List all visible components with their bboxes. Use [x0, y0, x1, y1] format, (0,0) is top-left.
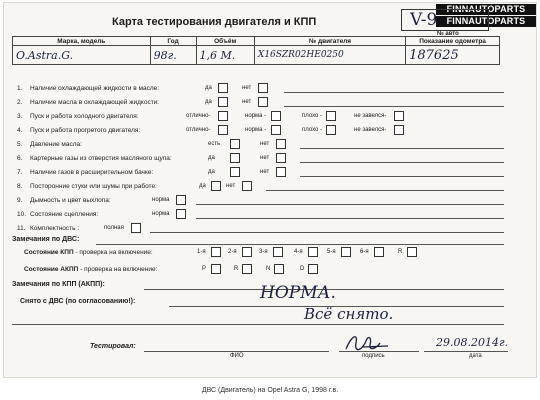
col-make-model: Марка, модель: [13, 37, 151, 46]
checkbox-normal[interactable]: [271, 111, 281, 121]
col-odometer: Показание одометра: [406, 37, 500, 46]
date-caption: дата: [469, 353, 482, 359]
checkbox-normal[interactable]: [271, 125, 281, 135]
opt-no: нет: [242, 85, 252, 91]
vehicle-number-box: V-9: [401, 9, 489, 31]
tested-by-label: Тестировал:: [90, 343, 136, 350]
col-engine-number: № двигателя: [254, 37, 405, 46]
test-card-sheet: [3, 2, 537, 378]
date-line: [424, 351, 508, 352]
handwritten-note-removed: Всё снято.: [304, 305, 394, 323]
opt-excellent: отлично-: [186, 127, 211, 133]
opt-no: нет: [260, 141, 270, 147]
answer-line: [196, 204, 504, 205]
brand-logo: FINNAUTOPARTS: [436, 4, 536, 15]
check-row-6: [4, 153, 537, 165]
check-row-1: [4, 83, 537, 95]
checkbox-no[interactable]: [258, 97, 268, 107]
opt-yes: да: [208, 169, 215, 175]
check-row-9: [4, 195, 537, 207]
checkbox-yes[interactable]: [218, 97, 228, 107]
check-num: 5.: [17, 141, 23, 148]
gear-label: 1-я: [197, 249, 206, 255]
mode-label: N: [266, 266, 271, 272]
opt-no: нет: [260, 155, 270, 161]
opt-did-not-start: не завелся-: [354, 113, 387, 119]
opt-excellent: отлично-: [186, 113, 211, 119]
signature-caption: подпись: [362, 353, 385, 359]
check-row-11: [4, 223, 537, 235]
check-num: 4.: [17, 127, 23, 134]
opt-bad: плохо -: [302, 113, 323, 119]
check-row-4: [4, 125, 537, 137]
opt-complete: полная: [104, 225, 124, 231]
mode-p-checkbox[interactable]: [211, 264, 221, 274]
check-label: Посторонние стуки или шумы при работе:: [30, 183, 157, 190]
checkbox-complete[interactable]: [131, 223, 141, 233]
engine-remarks-line: [96, 244, 504, 245]
opt-normal: норма: [152, 197, 170, 203]
checkbox-did-not-start[interactable]: [394, 125, 404, 135]
checkbox-bad[interactable]: [326, 125, 336, 135]
answer-line: [284, 106, 504, 107]
check-label: Наличие газов в расширительном бачке:: [30, 169, 154, 176]
check-num: 6.: [17, 155, 23, 162]
gear-5-checkbox[interactable]: [341, 247, 351, 257]
check-label: Наличие масла в охлаждающей жидкости:: [30, 99, 160, 106]
checkbox-no[interactable]: [276, 153, 286, 163]
check-num: 11.: [17, 225, 26, 232]
check-label: Дымность и цвет выхлопа:: [30, 197, 111, 204]
mode-r-checkbox[interactable]: [242, 264, 252, 274]
check-num: 1.: [17, 85, 23, 92]
check-label: Состояние сцепления:: [30, 211, 99, 218]
gear-4-checkbox[interactable]: [308, 247, 318, 257]
opt-no: нет: [260, 169, 270, 175]
checkbox-no[interactable]: [258, 83, 268, 93]
gear-label: 2-я: [228, 249, 237, 255]
page-title: Карта тестирования двигателя и КПП: [112, 16, 317, 28]
gear-label: 5-я: [327, 249, 336, 255]
value-engine-number: X16SZR02HE0250: [254, 46, 405, 65]
check-num: 10.: [17, 211, 27, 218]
opt-yes: да: [199, 183, 206, 189]
checkbox-bad[interactable]: [326, 111, 336, 121]
check-row-10: [4, 209, 537, 221]
answer-line: [266, 190, 504, 191]
check-label: Давление масла:: [30, 141, 82, 148]
checkbox-normal[interactable]: [176, 195, 186, 205]
check-label: Пуск и работа холодного двигателя:: [30, 113, 139, 120]
brand-logo-repeat: FINNAUTOPARTS: [436, 16, 536, 27]
gearbox-check-label: Состояние КПП - проверка на включение:: [24, 249, 153, 256]
gear-label: R: [398, 249, 403, 255]
opt-did-not-start: не завелся-: [354, 127, 387, 133]
signature-scribble: [342, 329, 392, 357]
value-odometer: 187625: [406, 46, 500, 65]
mode-label: P: [202, 266, 207, 272]
checkbox-present[interactable]: [230, 139, 240, 149]
value-year: 98г.: [150, 46, 196, 65]
check-label: Комплектность :: [30, 225, 80, 232]
value-make-model: O.Astra.G.: [13, 46, 151, 65]
vehicle-number-label: № авто: [437, 31, 459, 37]
auto-gearbox-check-label: Состояние АКПП - проверка на включение:: [24, 266, 158, 273]
mode-n-checkbox[interactable]: [274, 264, 284, 274]
check-num: 8.: [17, 183, 23, 190]
handwritten-note-norma: НОРМА.: [260, 283, 336, 303]
gear-r-checkbox[interactable]: [407, 247, 417, 257]
col-volume: Объём: [196, 37, 254, 46]
gear-1-checkbox[interactable]: [211, 247, 221, 257]
col-year: Год: [150, 37, 196, 46]
check-label: Наличие охлаждающей жидкости в масле:: [30, 85, 160, 92]
check-num: 9.: [17, 197, 23, 204]
gear-3-checkbox[interactable]: [273, 247, 283, 257]
checkbox-did-not-start[interactable]: [394, 111, 404, 121]
check-label: Пуск и работа прогретого двигателя:: [30, 127, 141, 134]
checkbox-yes[interactable]: [230, 167, 240, 177]
checkbox-yes[interactable]: [211, 181, 221, 191]
engine-remarks-heading: Замечания по ДВС:: [12, 236, 80, 243]
opt-no: нет: [242, 99, 252, 105]
checkbox-excellent[interactable]: [218, 111, 228, 121]
gear-label: 4-я: [294, 249, 303, 255]
handwritten-date: 29.08.2014г.: [436, 336, 509, 349]
value-volume: 1,6 М.: [196, 46, 254, 65]
check-num: 7.: [17, 169, 23, 176]
opt-normal: норма -: [245, 127, 267, 133]
image-caption: ДВС (Двигатель) на Opel Astra G, 1998 г.в.: [201, 387, 339, 394]
checkbox-no[interactable]: [242, 181, 252, 191]
checkbox-excellent[interactable]: [218, 125, 228, 135]
opt-normal: норма: [152, 211, 170, 217]
opt-yes: да: [205, 99, 212, 105]
opt-yes: да: [205, 85, 212, 91]
tester-name-line: [144, 351, 329, 352]
checkbox-yes[interactable]: [218, 83, 228, 93]
opt-normal: норма -: [245, 113, 267, 119]
checkbox-normal[interactable]: [176, 209, 186, 219]
answer-line: [284, 92, 504, 93]
gearbox-gears: [4, 247, 537, 259]
vehicle-info-table: [12, 36, 500, 65]
checkbox-no[interactable]: [276, 139, 286, 149]
gear-2-checkbox[interactable]: [242, 247, 252, 257]
mode-label: D: [300, 266, 305, 272]
check-row-2: [4, 97, 537, 109]
check-row-8: [4, 181, 537, 193]
mode-label: R: [234, 266, 239, 272]
checkbox-yes[interactable]: [230, 153, 240, 163]
opt-present: есть: [208, 141, 221, 147]
blank-line: [12, 324, 504, 325]
check-label: Картерные газы из отверстия масляного щупа:: [30, 155, 172, 162]
check-num: 3.: [17, 113, 23, 120]
check-num: 2.: [17, 99, 23, 106]
check-row-5: [4, 139, 537, 151]
check-row-7: [4, 167, 537, 179]
opt-no: нет: [226, 183, 236, 189]
answer-line: [196, 218, 504, 219]
answer-line: [150, 232, 504, 233]
gear-label: 6-я: [360, 249, 369, 255]
opt-bad: плохо -: [302, 127, 323, 133]
answer-line: [300, 176, 504, 177]
removed-heading: Снято с ДВС (по согласованию!):: [20, 298, 136, 305]
gearbox-remarks-heading: Замечания по КПП (АКПП):: [12, 281, 105, 288]
auto-gearbox-modes: [4, 264, 537, 276]
gear-6-checkbox[interactable]: [374, 247, 384, 257]
check-row-3: [4, 111, 537, 123]
opt-yes: да: [208, 155, 215, 161]
full-name-caption: ФИО: [230, 353, 244, 359]
answer-line: [300, 148, 504, 149]
mode-d-checkbox[interactable]: [308, 264, 318, 274]
answer-line: [300, 162, 504, 163]
checkbox-no[interactable]: [276, 167, 286, 177]
gear-label: 3-я: [259, 249, 268, 255]
